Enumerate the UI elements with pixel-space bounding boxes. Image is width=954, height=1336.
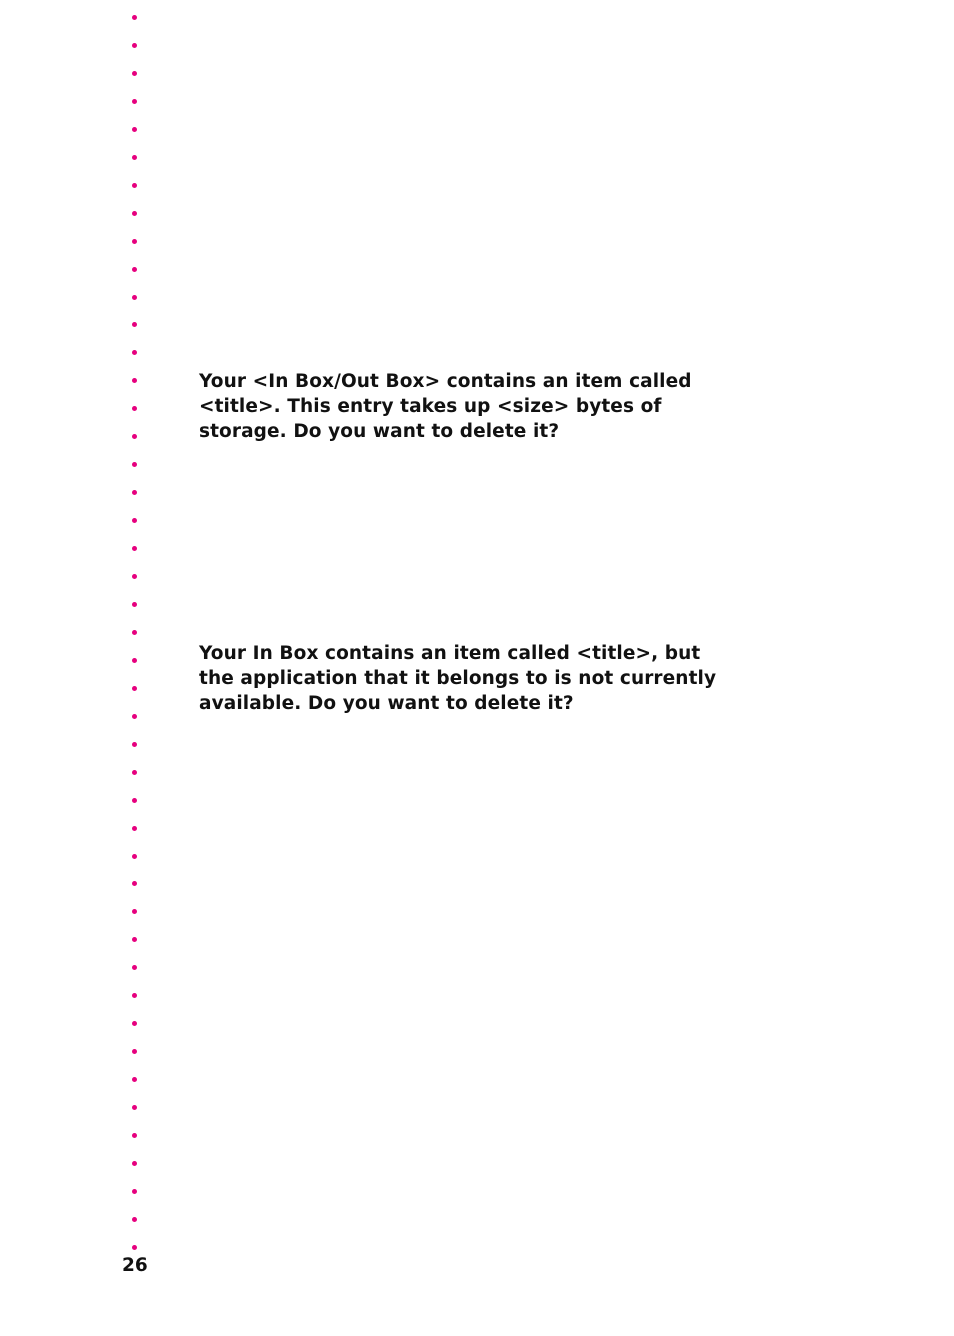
- margin-dot: [132, 1105, 137, 1110]
- margin-dot: [132, 15, 137, 20]
- margin-dot: [132, 937, 137, 942]
- margin-dot: [132, 686, 137, 691]
- margin-dot: [132, 658, 137, 663]
- margin-dot: [132, 1133, 137, 1138]
- margin-dot: [132, 71, 137, 76]
- margin-dot: [132, 1189, 137, 1194]
- margin-dot: [132, 211, 137, 216]
- margin-dot: [132, 378, 137, 383]
- margin-dot: [132, 322, 137, 327]
- margin-dot: [132, 1049, 137, 1054]
- margin-dot: [132, 965, 137, 970]
- margin-dot: [132, 630, 137, 635]
- margin-dot: [132, 602, 137, 607]
- margin-dot: [132, 99, 137, 104]
- margin-dot: [132, 155, 137, 160]
- margin-dot: [132, 490, 137, 495]
- margin-dot: [132, 1217, 137, 1222]
- margin-dot: [132, 881, 137, 886]
- margin-dot: [132, 1245, 137, 1250]
- margin-dot: [132, 350, 137, 355]
- margin-dot: [132, 1021, 137, 1026]
- margin-dot: [132, 854, 137, 859]
- page-number: 26: [122, 1255, 148, 1276]
- message-line: Your <In Box/Out Box> contains an item called: [199, 371, 692, 392]
- message-line: <title>. This entry takes up <size> bytes of: [199, 396, 662, 417]
- margin-dot: [132, 183, 137, 188]
- margin-dot: [132, 267, 137, 272]
- margin-dot: [132, 742, 137, 747]
- alert-message-delete-item: [199, 369, 759, 444]
- message-line: Your In Box contains an item called <title>, but: [199, 643, 701, 664]
- margin-dot: [132, 909, 137, 914]
- margin-dot: [132, 295, 137, 300]
- margin-dot: [132, 798, 137, 803]
- margin-dot: [132, 714, 137, 719]
- margin-dot: [132, 1161, 137, 1166]
- margin-dot: [132, 239, 137, 244]
- margin-dot: [132, 127, 137, 132]
- margin-dot: [132, 462, 137, 467]
- margin-dot: [132, 993, 137, 998]
- message-line: the application that it belongs to is not currently: [199, 668, 717, 689]
- margin-dot: [132, 546, 137, 551]
- message-line: storage. Do you want to delete it?: [199, 421, 560, 442]
- margin-dot: [132, 826, 137, 831]
- margin-dot: [132, 1077, 137, 1082]
- margin-dot: [132, 434, 137, 439]
- message-line: available. Do you want to delete it?: [199, 693, 574, 714]
- margin-dot: [132, 770, 137, 775]
- margin-dot: [132, 43, 137, 48]
- alert-message-unavailable-application: [199, 641, 759, 716]
- margin-dot: [132, 406, 137, 411]
- margin-dot: [132, 518, 137, 523]
- margin-dot: [132, 574, 137, 579]
